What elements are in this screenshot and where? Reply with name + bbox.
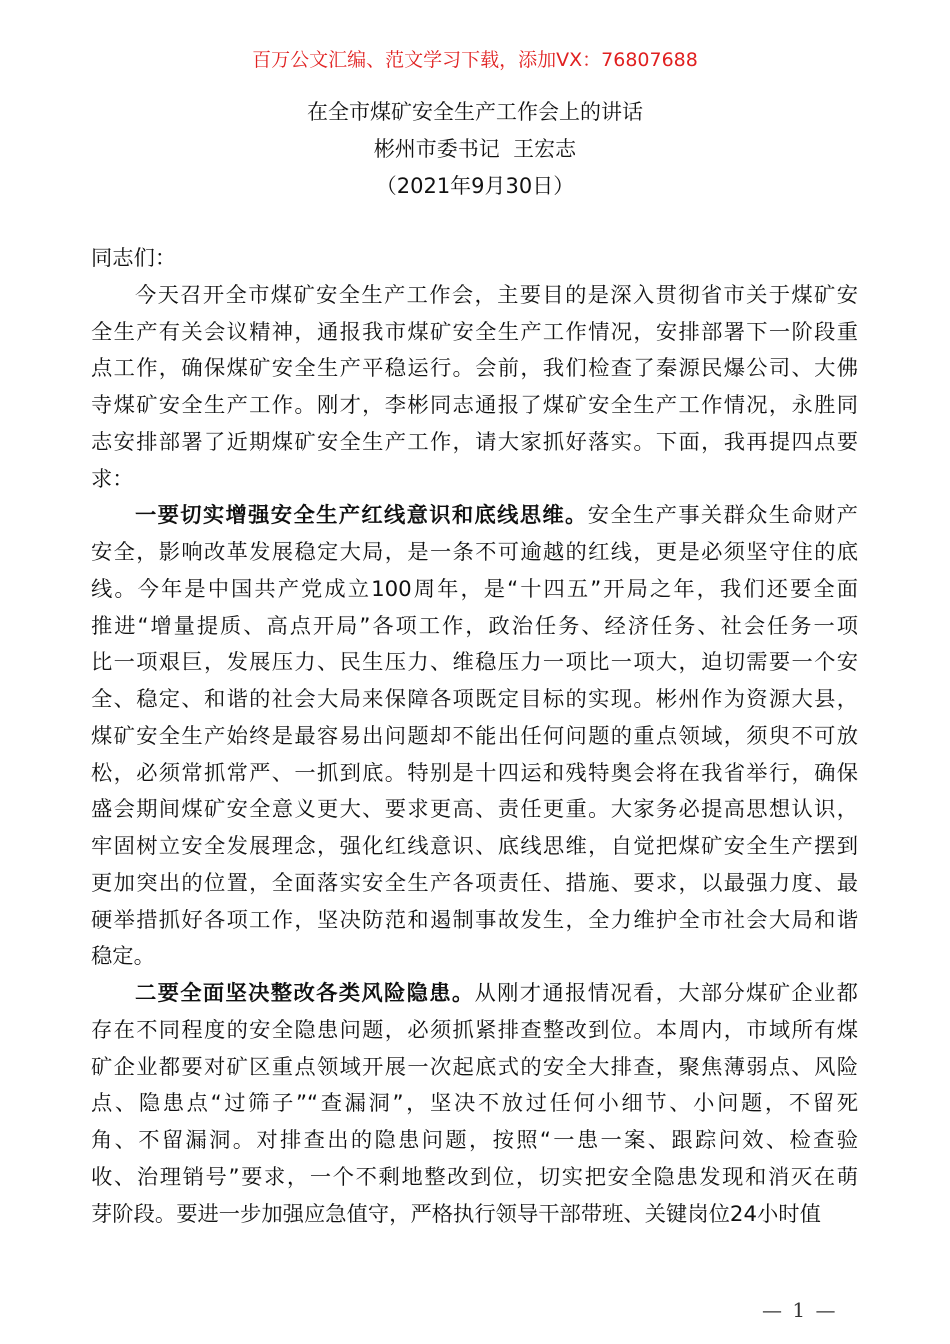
paragraph xyxy=(91,976,858,1233)
paragraph-text: 点、隐患点“过筛子”“查漏洞”，坚决不放过任何小细节、小问题，不留死 xyxy=(91,1091,858,1117)
paragraph-line xyxy=(91,1123,858,1160)
paragraph-text: 安全，影响改革发展稳定大局，是一条不可逾越的红线，更是必须坚守住的底 xyxy=(91,540,858,565)
paragraph-text: 全生产有关会议精神，通报我市煤矿安全生产工作情况，安排部署下一阶段重 xyxy=(91,319,858,345)
paragraph-line xyxy=(91,425,858,462)
paragraph-line xyxy=(91,903,858,940)
paragraph-text: 全、稳定、和谐的社会大局来保障各项既定目标的实现。彬州作为资源大县， xyxy=(91,687,858,712)
paragraph-text: 线。今年是中国共产党成立100周年，是“十四五”开局之年，我们还要全面 xyxy=(91,576,858,602)
paragraph-line xyxy=(91,1086,858,1123)
paragraph-line xyxy=(91,609,858,646)
paragraph-line xyxy=(91,976,858,1013)
page-number: — 1 — xyxy=(762,1298,838,1322)
paragraph-text: 收、治理销号”要求，一个不剩地整改到位，切实把安全隐患发现和消灭在萌 xyxy=(91,1164,858,1190)
document-date: （2021年9月30日） xyxy=(375,174,575,198)
paragraph-line xyxy=(91,756,858,793)
paragraph-text: 寺煤矿安全生产工作。刚才，李彬同志通报了煤矿安全生产工作情况，永胜同 xyxy=(91,393,858,418)
paragraph-text: 矿企业都要对矿区重点领域开展一次起底式的安全大排查，聚焦薄弱点、风险 xyxy=(91,1054,858,1080)
paragraph-text: 芽阶段。要进一步加强应急值守，严格执行领导干部带班、关键岗位24小时值 xyxy=(91,1201,821,1227)
paragraph-text: 更加突出的位置，全面落实安全生产各项责任、措施、要求，以最强力度、最 xyxy=(91,870,858,896)
document-author: 彬州市委书记 王宏志 xyxy=(373,137,577,161)
paragraph-line xyxy=(91,278,858,315)
paragraph-text: 求： xyxy=(91,466,134,492)
paragraph-text: 牢固树立安全发展理念，强化红线意识、底线思维，自觉把煤矿安全生产摆到 xyxy=(91,834,858,859)
paragraph xyxy=(91,278,858,499)
paragraph-line xyxy=(91,719,858,756)
paragraph-line xyxy=(91,792,858,829)
paragraph-text: 志安排部署了近期煤矿安全生产工作，请大家抓好落实。下面，我再提四点要 xyxy=(91,429,858,455)
paragraph-text: 稳定。 xyxy=(91,944,155,970)
paragraph-line xyxy=(91,1160,858,1197)
paragraph-text: 点工作，确保煤矿安全生产平稳运行。会前，我们检查了秦源民爆公司、大佛 xyxy=(91,356,858,382)
paragraph-text: 推进“增量提质、高点开局”各项工作，政治任务、经济任务、社会任务一项 xyxy=(91,613,858,639)
paragraph-line xyxy=(91,939,858,976)
paragraph-line xyxy=(91,351,858,388)
paragraph-text: 存在不同程度的安全隐患问题，必须抓紧排查整改到位。本周内，市域所有煤 xyxy=(91,1017,858,1043)
paragraph-text: 安全生产事关群众生命财产 xyxy=(587,503,858,529)
paragraph-line xyxy=(91,829,858,866)
paragraph-line xyxy=(91,535,858,572)
document-title: 在全市煤矿安全生产工作会上的讲话 xyxy=(307,100,643,124)
watermark-banner: 百万公文汇编、范文学习下载，添加VX：76807688 xyxy=(252,49,698,71)
paragraph-line xyxy=(91,315,858,352)
paragraph xyxy=(91,498,858,976)
paragraph-heading: 一要切实增强安全生产红线意识和底线思维。 xyxy=(135,503,588,529)
document-body xyxy=(91,241,858,1233)
paragraph-text: 煤矿安全生产始终是最容易出问题却不能出任何问题的重点领域，须臾不可放 xyxy=(91,723,858,749)
paragraph-line xyxy=(91,388,858,425)
paragraph-text: 松，必须常抓常严、一抓到底。特别是十四运和残特奥会将在我省举行，确保 xyxy=(91,760,858,786)
paragraph-line xyxy=(91,682,858,719)
paragraph-text: 盛会期间煤矿安全意义更大、要求更高、责任更重。大家务必提高思想认识， xyxy=(91,797,858,823)
paragraph-line xyxy=(91,1197,858,1234)
paragraph-line xyxy=(91,462,858,499)
salutation: 同志们： xyxy=(91,246,177,271)
paragraph-heading: 二要全面坚决整改各类风险隐患。 xyxy=(135,981,475,1006)
paragraph-text: 从刚才通报情况看，大部分煤矿企业都 xyxy=(474,981,858,1006)
paragraph-text: 角、不留漏洞。对排查出的隐患问题，按照“一患一案、跟踪问效、检查验 xyxy=(91,1128,858,1153)
paragraph-text: 硬举措抓好各项工作，坚决防范和遏制事故发生，全力维护全市社会大局和谐 xyxy=(91,907,858,933)
paragraph-line xyxy=(91,498,858,535)
paragraph-line xyxy=(91,572,858,609)
paragraph-line xyxy=(91,1050,858,1087)
paragraph-line xyxy=(91,645,858,682)
paragraph-text: 今天召开全市煤矿安全生产工作会，主要目的是深入贯彻省市关于煤矿安 xyxy=(135,282,858,308)
paragraph-text: 比一项艰巨，发展压力、民生压力、维稳压力一项比一项大，迫切需要一个安 xyxy=(91,650,858,676)
paragraph-line xyxy=(91,1013,858,1050)
paragraph-line xyxy=(91,866,858,903)
